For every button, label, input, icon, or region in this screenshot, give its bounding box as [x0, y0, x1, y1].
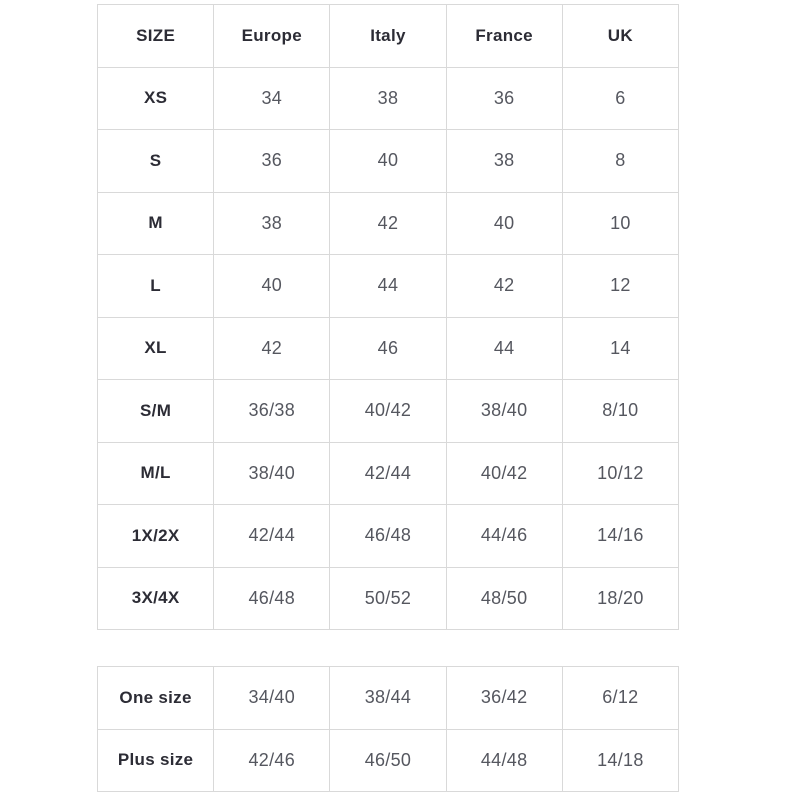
size-value-cell: 40	[446, 192, 562, 255]
table-row	[98, 380, 679, 443]
size-value-cell: 42/44	[214, 505, 330, 568]
size-value-cell: 42	[446, 255, 562, 318]
size-value-cell: 8	[562, 130, 678, 193]
table-row	[98, 567, 679, 630]
table-row	[98, 255, 679, 318]
size-value-cell: 14	[562, 317, 678, 380]
size-value-cell: 34	[214, 67, 330, 130]
table-row	[98, 505, 679, 568]
size-value-cell: 38/44	[330, 667, 446, 730]
table-row	[98, 130, 679, 193]
size-value-cell: 36/42	[446, 667, 562, 730]
size-value-cell: 42	[214, 317, 330, 380]
row-label-m: M	[98, 192, 214, 255]
row-label-xl: XL	[98, 317, 214, 380]
table-row	[98, 442, 679, 505]
row-label-one-size: One size	[98, 667, 214, 730]
size-value-cell: 50/52	[330, 567, 446, 630]
row-label-s-m: S/M	[98, 380, 214, 443]
size-value-cell: 38/40	[446, 380, 562, 443]
size-value-cell: 10/12	[562, 442, 678, 505]
row-label-s: S	[98, 130, 214, 193]
header-row	[98, 5, 679, 68]
column-header-france: France	[446, 5, 562, 68]
size-value-cell: 38/40	[214, 442, 330, 505]
row-label-xs: XS	[98, 67, 214, 130]
size-value-cell: 36/38	[214, 380, 330, 443]
table-row	[98, 729, 679, 792]
size-value-cell: 46/48	[214, 567, 330, 630]
size-value-cell: 44/46	[446, 505, 562, 568]
row-label-1x-2x: 1X/2X	[98, 505, 214, 568]
size-value-cell: 40/42	[446, 442, 562, 505]
size-value-cell: 42/46	[214, 729, 330, 792]
size-value-cell: 14/16	[562, 505, 678, 568]
size-value-cell: 6/12	[562, 667, 678, 730]
size-value-cell: 44	[446, 317, 562, 380]
size-value-cell: 46	[330, 317, 446, 380]
size-value-cell: 38	[330, 67, 446, 130]
size-value-cell: 38	[214, 192, 330, 255]
size-value-cell: 36	[214, 130, 330, 193]
column-header-uk: UK	[562, 5, 678, 68]
column-header-europe: Europe	[214, 5, 330, 68]
size-value-cell: 18/20	[562, 567, 678, 630]
column-header-size: SIZE	[98, 5, 214, 68]
size-value-cell: 14/18	[562, 729, 678, 792]
size-value-cell: 42	[330, 192, 446, 255]
size-conversion-table	[97, 4, 679, 630]
size-value-cell: 36	[446, 67, 562, 130]
row-label-3x-4x: 3X/4X	[98, 567, 214, 630]
table-row	[98, 192, 679, 255]
table-row	[98, 667, 679, 730]
row-label-l: L	[98, 255, 214, 318]
column-header-italy: Italy	[330, 5, 446, 68]
size-value-cell: 8/10	[562, 380, 678, 443]
row-label-m-l: M/L	[98, 442, 214, 505]
size-value-cell: 44/48	[446, 729, 562, 792]
size-value-cell: 46/50	[330, 729, 446, 792]
row-label-plus-size: Plus size	[98, 729, 214, 792]
size-value-cell: 46/48	[330, 505, 446, 568]
size-value-cell: 44	[330, 255, 446, 318]
size-value-cell: 6	[562, 67, 678, 130]
size-value-cell: 48/50	[446, 567, 562, 630]
table-row	[98, 67, 679, 130]
table-row	[98, 317, 679, 380]
size-value-cell: 42/44	[330, 442, 446, 505]
size-value-cell: 40	[330, 130, 446, 193]
size-value-cell: 40/42	[330, 380, 446, 443]
size-value-cell: 34/40	[214, 667, 330, 730]
special-sizes-table	[97, 666, 679, 792]
size-value-cell: 40	[214, 255, 330, 318]
size-value-cell: 10	[562, 192, 678, 255]
size-value-cell: 12	[562, 255, 678, 318]
size-value-cell: 38	[446, 130, 562, 193]
